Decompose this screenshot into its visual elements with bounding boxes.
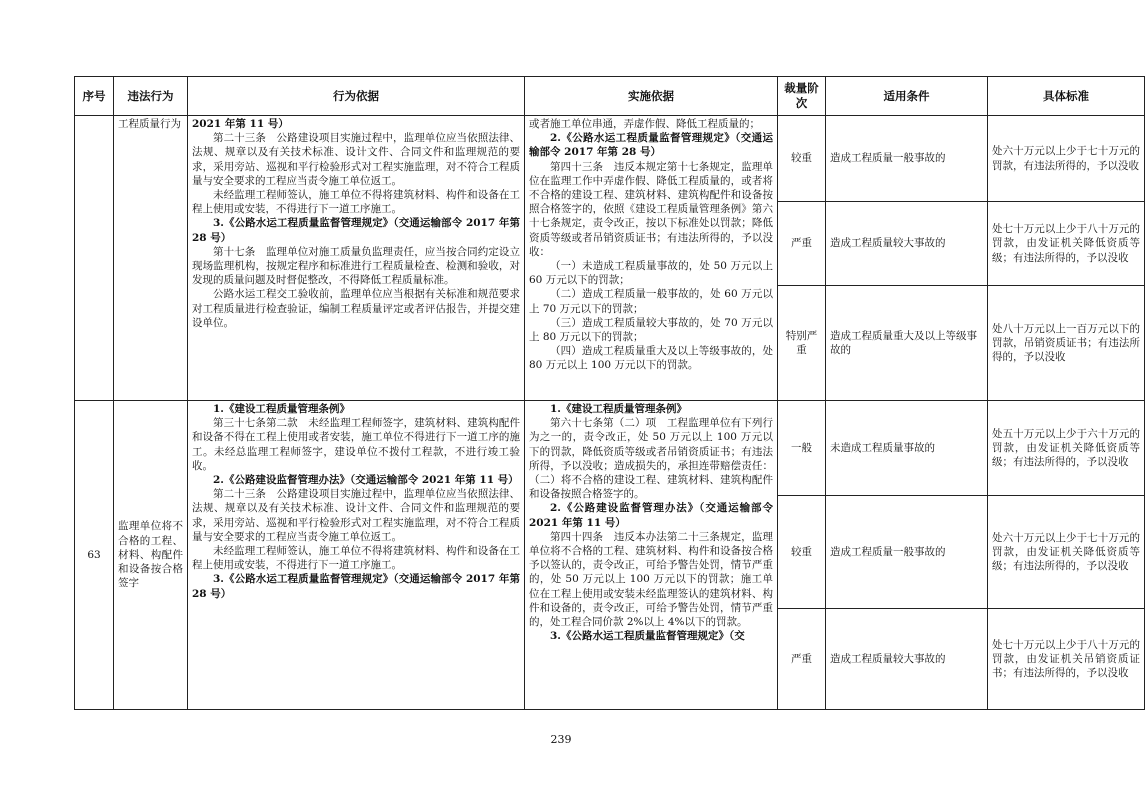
basis-text: 3.《公路水运工程质量监督管理规定》（交通运输部令 2017 年第 28 号） (192, 573, 520, 600)
level-cell: 特别严重 (778, 286, 826, 401)
basis-text: 第二十三条 公路建设项目实施过程中，监理单位应当依照法律、法规、规章以及有关技术标准、设计文件、合同文件和监理规范的要求，采用旁站、巡视和平行检验形式对工程实施监理，对不符合工程质量与安全要求的工程应当责令施工单位返工。 (192, 132, 520, 187)
row1-impl (525, 116, 778, 401)
condition-cell: 造成工程质量一般事故的 (826, 496, 988, 609)
basis-text: 第三十七条第二款 未经监理工程师签字，建筑材料、建筑构配件和设备不得在工程上使用或者安装，施工单位不得进行下一道工序的施工。未经总监理工程师签字，建设单位不拨付工程款，不进行竣工验收。 (192, 417, 520, 472)
basis-text: 1.《建设工程质量管理条例》 (213, 403, 350, 415)
impl-text: 2.《公路建设监督管理办法》（交通运输部令 2021 年第 11 号） (529, 502, 773, 529)
impl-text: （三）造成工程质量较大事故的，处 70 万元以上 80 万元以下的罚款； (529, 316, 773, 344)
level-cell: 较重 (778, 116, 826, 202)
row1-seq (75, 116, 114, 401)
basis-text: 3.《公路水运工程质量监督管理规定》（交通运输部令 2017 年第 28 号） (192, 217, 520, 244)
table-row (75, 116, 1145, 202)
standard-cell: 处八十万元以上一百万元以下的罚款，吊销资质证书；有违法所得的，予以没收 (988, 286, 1145, 401)
page-number: 239 (550, 733, 572, 746)
row2-impl (525, 401, 778, 710)
impl-text: 第四十三条 违反本规定第十七条规定，监理单位在监理工作中弄虚作假、降低工程质量的，或者将不合格的建设工程、建筑材料、建筑构配件和设备按照合格签字的，依照《建设工程质量管理条例》第六十七条规定，责令改正，按以下标准处以罚款；降低资质等级或者吊销资质证书；有违法所得的，予以没收： (529, 160, 773, 258)
basis-text: 未经监理工程师签认，施工单位不得将建筑材料、构件和设备在工程上使用或安装，不得进行下一道工序施工。 (192, 189, 520, 216)
impl-text: 1.《建设工程质量管理条例》 (550, 403, 687, 415)
condition-cell: 造成工程质量一般事故的 (826, 116, 988, 202)
impl-text: （一）未造成工程质量事故的，处 50 万元以上 60 万元以下的罚款； (529, 260, 773, 287)
row2-seq: 63 (75, 401, 114, 710)
standard-cell: 处六十万元以上少于七十万元的罚款，由发证机关降低资质等级；有违法所得的，予以没收 (988, 496, 1145, 609)
table-row (75, 401, 1145, 496)
standard-cell: 处五十万元以上少于六十万元的罚款，由发证机关降低资质等级；有违法所得的，予以没收 (988, 401, 1145, 496)
basis-text: 2.《公路建设监督管理办法》（交通运输部令 2021 年第 11 号） (213, 474, 519, 487)
row2-violation: 监理单位将不合格的工程、材料、构配件和设备按合格签字 (114, 401, 188, 710)
header-violation: 违法行为 (114, 77, 188, 116)
standard-cell: 处七十万元以上少于八十万元的罚款，由发证机关吊销资质证书；有违法所得的，予以没收 (988, 609, 1145, 710)
basis-text: 2021 年第 11 号） (192, 118, 289, 130)
header-level: 裁量阶次 (778, 77, 826, 116)
header-basis: 行为依据 (188, 77, 525, 116)
condition-cell: 造成工程质量重大及以上等级事故的 (826, 286, 988, 401)
impl-text: 2.《公路水运工程质量监督管理规定》（交通运输部令 2017 年第 28 号） (529, 132, 773, 159)
basis-text: 公路水运工程交工验收前，监理单位应当根据有关标准和规范要求对工程质量进行检查验证，编制工程质量评定或者评估报告，并提交建设单位。 (192, 288, 520, 329)
header-impl: 实施依据 (525, 77, 778, 116)
impl-text: 或者施工单位串通，弄虚作假、降低工程质量的； (529, 118, 760, 130)
impl-text: 3.《公路水运工程质量监督管理规定》（交 (550, 630, 745, 643)
row2-basis (188, 401, 525, 710)
impl-text: （二）造成工程质量一般事故的，处 60 万元以上 70 万元以下的罚款； (529, 288, 773, 315)
basis-text: 第二十三条 公路建设项目实施过程中，监理单位应当依照法律、法规、规章以及有关技术标准、设计文件、合同文件和监理规范的要求，采用旁站、巡视和平行检验形式对工程实施监理，对不符合工程质量与安全要求的工程应当责令施工单位返工。 (192, 488, 520, 543)
standard-cell: 处七十万元以上少于八十万元的罚款，由发证机关降低资质等级；有违法所得的，予以没收 (988, 202, 1145, 286)
header-cond: 适用条件 (826, 77, 988, 116)
level-cell: 严重 (778, 609, 826, 710)
level-cell: 严重 (778, 202, 826, 286)
penalty-table (74, 76, 1145, 710)
header-std: 具体标准 (988, 77, 1145, 116)
impl-text: 第六十七条第（二）项 工程监理单位有下列行为之一的，责令改正，处 50 万元以上 100 万元以下的罚款，降低资质等级或者吊销资质证书；有违法所得，予以没收；造成损失的，承担连带赔偿责任：（二）将不合格的建设工程、建筑材料、建筑构配件和设备按照合格签字的。 (529, 417, 773, 501)
basis-text: 第十七条 监理单位对施工质量负监理责任，应当按合同约定设立现场监理机构，按规定程序和标准进行工程质量检查、检测和验收，对发现的质量问题及时督促整改，不得降低工程质量标准。 (192, 245, 520, 287)
condition-cell: 造成工程质量较大事故的 (826, 202, 988, 286)
row1-violation: 工程质量行为 (114, 116, 188, 401)
condition-cell: 未造成工程质量事故的 (826, 401, 988, 496)
header-seq: 序号 (75, 77, 114, 116)
impl-text: （四）造成工程质量重大及以上等级事故的，处 80 万元以上 100 万元以下的罚款。 (529, 345, 773, 372)
level-cell: 较重 (778, 496, 826, 609)
condition-cell: 造成工程质量较大事故的 (826, 609, 988, 710)
impl-text: 第四十四条 违反本办法第二十三条规定，监理单位将不合格的工程、建筑材料、构件和设备按合格予以签认的，责令改正，可给予警告处罚，情节严重的，处 50 万元以上 100 万元以下的罚款；施工单位在工程上使用或安装未经监理签认的建筑材料、构件和设备的，责令改正，可给予警告处罚，情节严重的，处工程合同价款 2%以上 4%以下的罚款。 (529, 530, 773, 629)
header-row (75, 77, 1145, 116)
level-cell: 一般 (778, 401, 826, 496)
standard-cell: 处六十万元以上少于七十万元的罚款，有违法所得的，予以没收 (988, 116, 1145, 202)
row1-basis (188, 116, 525, 401)
basis-text: 未经监理工程师签认，施工单位不得将建筑材料、构件和设备在工程上使用或安装，不得进行下一道工序施工。 (192, 545, 520, 572)
